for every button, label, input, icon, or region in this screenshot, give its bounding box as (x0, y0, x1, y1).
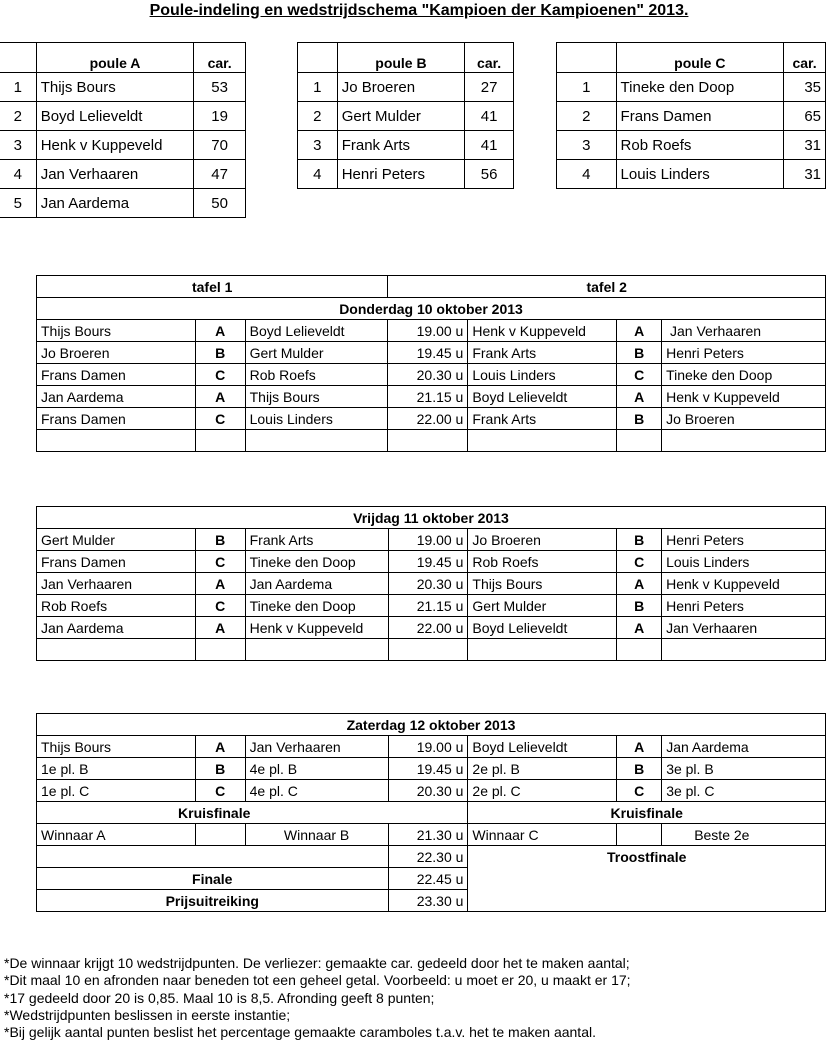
match-row (37, 342, 826, 364)
player-name: Thijs Bours (36, 73, 194, 102)
player-2: Thijs Bours (245, 386, 388, 408)
poule-letter: B (195, 529, 245, 551)
table-row (298, 102, 514, 131)
player-car: 35 (784, 73, 826, 102)
player-car: 19 (194, 102, 246, 131)
player-name: Gert Mulder (337, 102, 465, 131)
player-1: Jo Broeren (37, 342, 196, 364)
prijs-label: Prijsuitreiking (37, 890, 389, 912)
player-1: Rob Roefs (37, 595, 196, 617)
note-line: *Bij gelijk aantal punten beslist het percentage gemaakte caramboles t.a.v. het te maken aantal. (4, 1024, 596, 1041)
player-name: Jo Broeren (337, 73, 465, 102)
player-car: 47 (194, 160, 246, 189)
player-name: Rob Roefs (616, 131, 784, 160)
schedule-day3-table (36, 713, 826, 912)
player-2: Gert Mulder (245, 342, 388, 364)
player-1: Thijs Bours (37, 736, 196, 758)
match-row (37, 780, 826, 802)
match-row (37, 386, 826, 408)
player-1: Frans Damen (37, 364, 196, 386)
player-name: Frans Damen (616, 102, 784, 131)
poule-letter: A (617, 617, 662, 639)
player-car: 53 (194, 73, 246, 102)
player-nr: 4 (557, 160, 617, 189)
day-header: Vrijdag 11 oktober 2013 (37, 507, 826, 529)
player-nr: 2 (557, 102, 617, 131)
match-time: 19.45 u (388, 758, 468, 780)
poule-c-table (556, 42, 826, 189)
car-header: car. (784, 43, 826, 73)
empty-row (37, 430, 826, 452)
poule-letter: C (195, 551, 245, 573)
kruisfinale-time: 21.30 u (388, 824, 468, 846)
player-nr: 1 (298, 73, 338, 102)
player-car: 70 (194, 131, 246, 160)
match-time: 21.15 u (388, 595, 468, 617)
player-nr: 3 (0, 131, 36, 160)
poule-c-title: poule C (616, 43, 784, 73)
player-4: 3e pl. C (662, 780, 826, 802)
day-header: Donderdag 10 oktober 2013 (37, 298, 826, 320)
player-4: Jan Verhaaren (662, 320, 826, 342)
player-3: 2e pl. B (468, 758, 617, 780)
match-row (37, 595, 826, 617)
note-line: *Wedstrijdpunten beslissen in eerste instantie; (4, 1006, 291, 1023)
kruisfinale-row (37, 824, 826, 846)
tafel1-header: tafel 1 (37, 276, 388, 298)
poule-letter: A (617, 320, 662, 342)
player-4: Louis Linders (662, 551, 826, 573)
poule-letter: A (195, 736, 245, 758)
finale-time: 22.45 u (388, 868, 468, 890)
player-4: Henk v Kuppeveld (662, 386, 826, 408)
player-2: 4e pl. C (245, 780, 388, 802)
player-2: Frank Arts (245, 529, 388, 551)
poule-letter: B (195, 342, 245, 364)
player-name: Jan Verhaaren (36, 160, 194, 189)
player-1: Gert Mulder (37, 529, 196, 551)
player-car: 56 (465, 160, 514, 189)
player-2: 4e pl. B (245, 758, 388, 780)
page-title: Poule-indeling en wedstrijdschema "Kampioen der Kampioenen" 2013. (149, 2, 689, 19)
player-2: Jan Aardema (245, 573, 388, 595)
poule-b-table (297, 42, 514, 189)
player-1: Frans Damen (37, 551, 196, 573)
player-1: Thijs Bours (37, 320, 196, 342)
kruisfinale-header-2: Kruisfinale (468, 802, 826, 824)
match-row (37, 617, 826, 639)
poule-letter: C (617, 364, 662, 386)
player-3: Boyd Lelieveldt (468, 617, 617, 639)
player-3: Boyd Lelieveldt (468, 736, 617, 758)
prijs-row (37, 890, 826, 912)
table-row (0, 102, 246, 131)
player-2: Tineke den Doop (245, 595, 388, 617)
poule-letter: C (617, 551, 662, 573)
player-nr: 4 (0, 160, 36, 189)
table-row (0, 160, 246, 189)
player-name: Henk v Kuppeveld (36, 131, 194, 160)
player-3: 2e pl. C (468, 780, 617, 802)
poule-a-title: poule A (36, 43, 194, 73)
kruisfinale-player-2: Winnaar B (245, 824, 388, 846)
player-1: Jan Aardema (37, 617, 196, 639)
player-4: Henri Peters (662, 342, 826, 364)
player-1: 1e pl. C (37, 780, 196, 802)
player-car: 65 (784, 102, 826, 131)
player-name: Boyd Lelieveldt (36, 102, 194, 131)
player-3: Jo Broeren (468, 529, 617, 551)
player-name: Tineke den Doop (616, 73, 784, 102)
player-car: 31 (784, 131, 826, 160)
player-car: 27 (465, 73, 514, 102)
table-row (298, 160, 514, 189)
schedule-day2-table (36, 506, 826, 661)
player-3: Frank Arts (468, 408, 617, 430)
player-2: Jan Verhaaren (245, 736, 388, 758)
match-row (37, 573, 826, 595)
troostfinale-time: 22.30 u (388, 846, 468, 868)
poule-letter: B (617, 529, 662, 551)
match-time: 19.00 u (388, 736, 468, 758)
match-time: 19.45 u (388, 342, 468, 364)
troostfinale-row (37, 846, 826, 868)
player-4: Henk v Kuppeveld (662, 573, 826, 595)
match-time: 22.00 u (388, 617, 468, 639)
poule-letter: B (617, 595, 662, 617)
player-3: Rob Roefs (468, 551, 617, 573)
player-4: Jan Aardema (662, 736, 826, 758)
player-4: Jo Broeren (662, 408, 826, 430)
player-car: 41 (465, 102, 514, 131)
match-row (37, 529, 826, 551)
player-4: Henri Peters (662, 529, 826, 551)
table-row (557, 160, 826, 189)
table-row (298, 73, 514, 102)
player-name: Louis Linders (616, 160, 784, 189)
player-2: Tineke den Doop (245, 551, 388, 573)
car-header: car. (465, 43, 514, 73)
kruisfinale-player-3: Winnaar C (468, 824, 617, 846)
player-3: Gert Mulder (468, 595, 617, 617)
poule-letter: A (195, 573, 245, 595)
player-4: Tineke den Doop (662, 364, 826, 386)
player-1: Jan Verhaaren (37, 573, 196, 595)
player-3: Frank Arts (468, 342, 617, 364)
poule-letter: B (617, 342, 662, 364)
player-3: Louis Linders (468, 364, 617, 386)
player-nr: 1 (0, 73, 36, 102)
poule-letter: B (617, 408, 662, 430)
match-row (37, 736, 826, 758)
player-4: 3e pl. B (662, 758, 826, 780)
player-1: 1e pl. B (37, 758, 196, 780)
match-time: 19.00 u (388, 320, 468, 342)
match-row (37, 320, 826, 342)
match-time: 22.00 u (388, 408, 468, 430)
player-nr: 3 (298, 131, 338, 160)
table-row (0, 73, 246, 102)
poule-letter: A (617, 386, 662, 408)
poule-b-title: poule B (337, 43, 465, 73)
player-name: Henri Peters (337, 160, 465, 189)
day-header: Zaterdag 12 oktober 2013 (37, 714, 826, 736)
player-2: Boyd Lelieveldt (245, 320, 388, 342)
poule-letter: C (195, 595, 245, 617)
kruisfinale-player-4: Beste 2e (662, 824, 826, 846)
match-time: 20.30 u (388, 573, 468, 595)
table-row (0, 131, 246, 160)
player-nr: 2 (0, 102, 36, 131)
poule-letter: B (195, 758, 245, 780)
player-3: Boyd Lelieveldt (468, 386, 617, 408)
kruisfinale-header-1: Kruisfinale (37, 802, 468, 824)
match-time: 20.30 u (388, 780, 468, 802)
table-row (298, 131, 514, 160)
empty-row (37, 639, 826, 661)
poule-letter: B (617, 758, 662, 780)
player-car: 31 (784, 160, 826, 189)
note-line: *17 gedeeld door 20 is 0,85. Maal 10 is 8,5. Afronding geeft 8 punten; (4, 989, 435, 1006)
match-time: 19.00 u (388, 529, 468, 551)
table-row (557, 131, 826, 160)
poule-letter: A (195, 617, 245, 639)
player-1: Jan Aardema (37, 386, 196, 408)
table-row (0, 189, 246, 218)
finale-row (37, 868, 826, 890)
match-row (37, 364, 826, 386)
player-nr: 2 (298, 102, 338, 131)
troostfinale-label: Troostfinale (468, 846, 826, 868)
player-2: Louis Linders (245, 408, 388, 430)
poule-letter: A (195, 320, 245, 342)
player-3: Henk v Kuppeveld (468, 320, 617, 342)
poule-a-table (0, 42, 246, 218)
poule-letter: C (195, 780, 245, 802)
poule-letter: A (617, 736, 662, 758)
match-time: 21.15 u (388, 386, 468, 408)
player-nr: 4 (298, 160, 338, 189)
match-time: 20.30 u (388, 364, 468, 386)
player-2: Henk v Kuppeveld (245, 617, 388, 639)
finale-label: Finale (37, 868, 389, 890)
prijs-time: 23.30 u (388, 890, 468, 912)
player-nr: 5 (0, 189, 36, 218)
tafel2-header: tafel 2 (388, 276, 826, 298)
player-3: Thijs Bours (468, 573, 617, 595)
poule-letter: C (195, 408, 245, 430)
match-row (37, 408, 826, 430)
notes (4, 955, 631, 1041)
player-car: 41 (465, 131, 514, 160)
match-row (37, 758, 826, 780)
poule-letter: C (195, 364, 245, 386)
kruisfinale-player-1: Winnaar A (37, 824, 196, 846)
schedule-day1-table (36, 275, 826, 452)
note-line: *Dit maal 10 en afronden naar beneden tot een geheel getal. Voorbeeld: u moet er 20, u maakt er 17; (4, 972, 631, 989)
car-header: car. (194, 43, 246, 73)
player-name: Jan Aardema (36, 189, 194, 218)
player-nr: 3 (557, 131, 617, 160)
table-row (557, 102, 826, 131)
poule-letter: A (195, 386, 245, 408)
player-4: Henri Peters (662, 595, 826, 617)
match-row (37, 551, 826, 573)
poule-letter: C (617, 780, 662, 802)
match-time: 19.45 u (388, 551, 468, 573)
player-car: 50 (194, 189, 246, 218)
player-1: Frans Damen (37, 408, 196, 430)
player-4: Jan Verhaaren (662, 617, 826, 639)
poule-letter: A (617, 573, 662, 595)
player-name: Frank Arts (337, 131, 465, 160)
note-line: *De winnaar krijgt 10 wedstrijdpunten. De verliezer: gemaakte car. gedeeld door het te maken aantal; (4, 955, 630, 971)
table-row (557, 73, 826, 102)
player-nr: 1 (557, 73, 617, 102)
player-2: Rob Roefs (245, 364, 388, 386)
